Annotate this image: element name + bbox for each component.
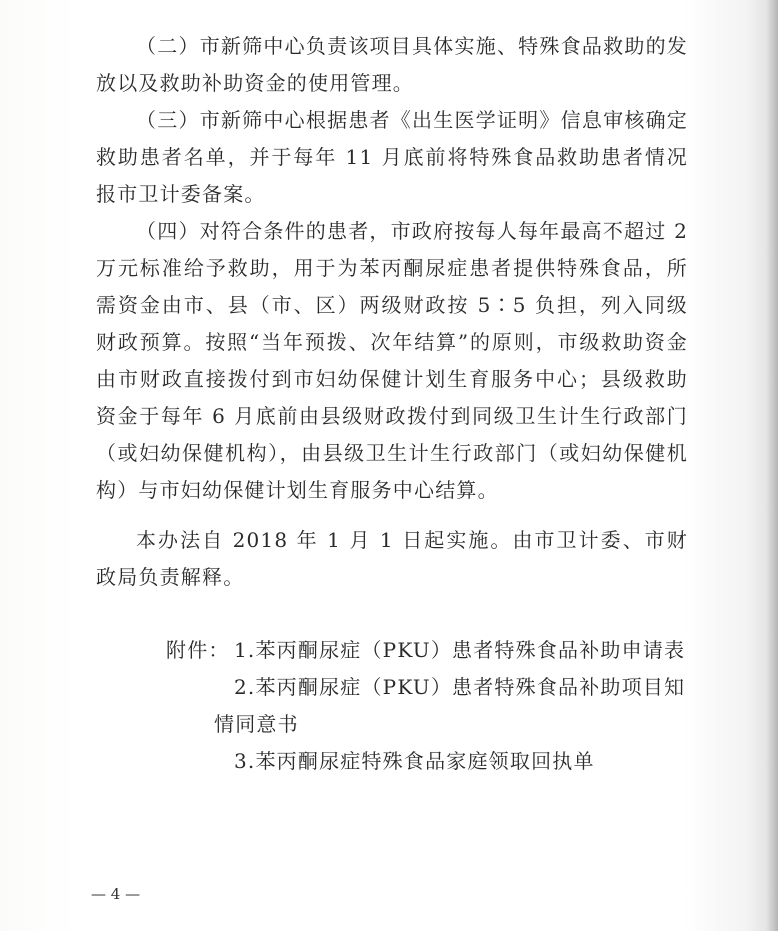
paragraph-4: （四）对符合条件的患者，市政府按每人每年最高不超过 2 万元标准给予救助，用于为苯丙酮尿症患者提供特殊食品，所需资金由市、县（市、区）两级财政按 5∶5 负担，列入同级财政预算。按照“当年预拨、次年结算”的原则，市级救助资金由市财政直接拨付到市妇幼保健计划生育服务中心；县级救助资金于每年 6 月底前由县级财政拨付到同级卫生计生行政部门（或妇幼保健机构），由县级卫生计生行政部门（或妇幼保健机构）与市妇幼保健计划生育服务中心结算。 [96,219,688,502]
page-edge-shadow [766,0,778,931]
paragraph-2: （二）市新筛中心负责该项目具体实施、特殊食品救助的发放以及救助补助资金的使用管理。 [96,34,688,95]
attachment-item-1: 1.苯丙酮尿症（PKU）患者特殊食品补助申请表 [234,638,686,662]
attachment-line-1 [96,632,688,669]
attachment-line-2-continued [96,706,688,743]
attachment-item-2-continued: 情同意书 [214,712,299,736]
attachment-line-2 [96,669,688,706]
attachment-line-3 [96,743,688,780]
attachments-label: 附件： [166,638,230,662]
page-number: — 4 — [91,885,141,903]
attachment-item-3: 3.苯丙酮尿症特殊食品家庭领取回执单 [234,749,595,773]
paragraph-3: （三）市新筛中心根据患者《出生医学证明》信息审核确定救助患者名单，并于每年 11 月底前将特殊食品救助患者情况报市卫计委备案。 [96,108,688,206]
paragraph-effective-date: 本办法自 2018 年 1 月 1 日起实施。由市卫计委、市财政局负责解释。 [96,528,688,589]
attachment-item-2: 2.苯丙酮尿症（PKU）患者特殊食品补助项目知 [234,675,686,699]
